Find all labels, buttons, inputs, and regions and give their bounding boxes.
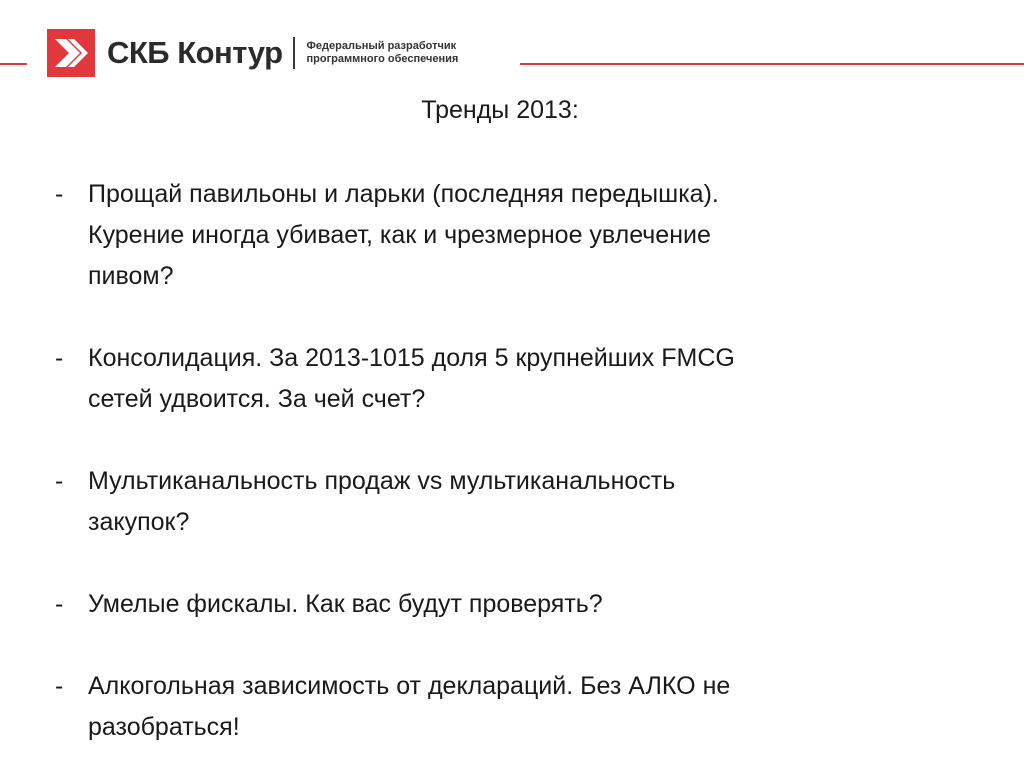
bullet-marker: - [55,672,64,700]
tagline-line-1: Федеральный разработчик [306,40,457,52]
header-rule-right [520,63,1024,65]
logo-name: СКБ Контур [107,35,283,70]
bullet-item [55,584,955,625]
logo-divider [293,37,295,69]
bullet-item [55,461,955,543]
company-logo [47,29,458,77]
bullet-item [55,174,955,297]
header-rule-left [0,63,27,65]
bullet-marker: - [55,590,64,618]
slide-title: Тренды 2013: [421,96,579,124]
bullet-text: Мультиканальность продаж vs мультиканальность закупок? [88,467,676,536]
tagline-line-2: программного обеспечения [306,53,459,65]
bullet-marker: - [55,344,64,372]
bullet-list [55,174,955,748]
kontur-logo-icon [47,29,95,77]
bullet-text: Умелые фискалы. Как вас будут проверять? [88,590,603,618]
bullet-text: Алкогольная зависимость от деклараций. Без АЛКО не разобраться! [88,672,731,741]
bullet-marker: - [55,180,64,208]
bullet-item [55,338,955,420]
logo-tagline [307,40,459,66]
bullet-item [55,666,955,748]
bullet-marker: - [55,467,64,495]
bullet-text: Консолидация. За 2013-1015 доля 5 крупнейших FMCG сетей удвоится. За чей счет? [88,344,735,413]
bullet-text: Прощай павильоны и ларьки (последняя передышка). Курение иногда убивает, как и чрезмерное увлечение пивом? [88,180,719,290]
